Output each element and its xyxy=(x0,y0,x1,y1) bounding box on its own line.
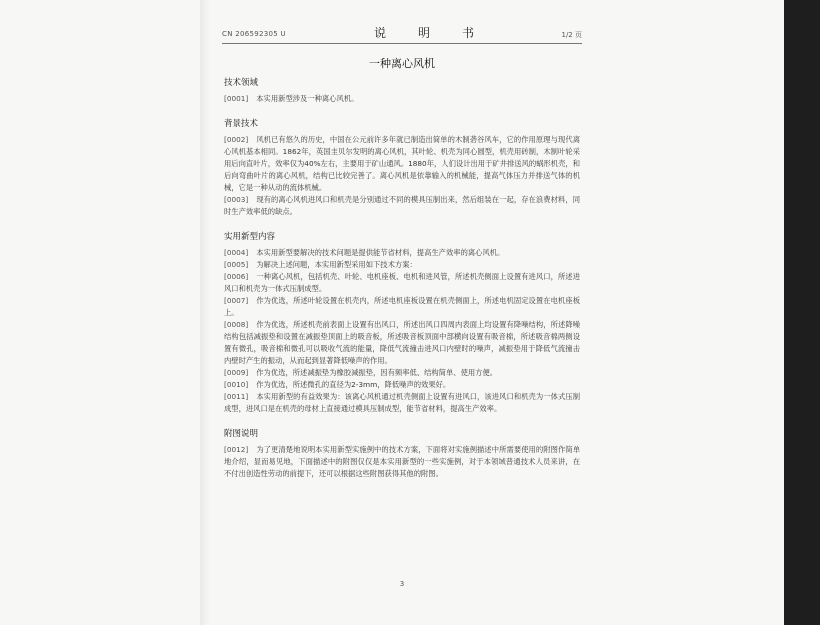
header-divider xyxy=(222,43,582,44)
page-header xyxy=(222,24,582,42)
paragraph-text: 为解决上述问题，本实用新型采用如下技术方案： xyxy=(256,260,417,269)
paragraph xyxy=(224,247,580,259)
paragraph-text: 本实用新型的有益效果为：该离心风机通过机壳侧面上设置有进风口，该进风口和机壳为一体式压制成型，进风口是在机壳的母材上直接通过模具压制成型，能节省材料，提高生产效率。 xyxy=(224,392,580,413)
paragraph-number: [0002] xyxy=(224,135,249,144)
section-heading-tech-field: 技术领域 xyxy=(224,78,259,88)
paragraph-number: [0005] xyxy=(224,260,249,269)
paragraph-number: [0011] xyxy=(224,392,249,401)
paragraph xyxy=(224,259,580,271)
paragraph-text: 现有的离心风机进风口和机壳是分别通过不同的模具压制出来，然后组装在一起，存在浪费材料，同时生产效率低的缺点。 xyxy=(224,195,580,216)
paragraph-text: 本实用新型要解决的技术问题是提供能节省材料，提高生产效率的离心风机。 xyxy=(256,248,505,257)
paragraph xyxy=(224,367,580,379)
publication-number: CN 206592305 U xyxy=(222,30,286,38)
section-heading-utility-content: 实用新型内容 xyxy=(224,232,276,242)
paragraph-text: 作为优选，所述减振垫为橡胶减振垫，因有频率低、结构简单、使用方便。 xyxy=(256,368,498,377)
document-title: 一种离心风机 xyxy=(369,57,435,70)
paragraph-number: [0004] xyxy=(224,248,249,257)
paragraph xyxy=(224,391,580,415)
paragraph xyxy=(224,444,580,480)
section-heading-drawings: 附图说明 xyxy=(224,429,259,439)
section-heading-background: 背景技术 xyxy=(224,119,259,129)
paragraph-text: 一种离心风机，包括机壳、叶轮、电机座板、电机和进风管，所述机壳侧面上设置有进风口，所述进风口和机壳为一体式压制成型。 xyxy=(224,272,580,293)
scan-edge-shadow xyxy=(200,0,210,625)
paragraph xyxy=(224,319,580,367)
paragraph-text: 风机已有悠久的历史，中国在公元前许多年就已制造出简单的木制砻谷风车，它的作用原理与现代离心风机基本相同。1862年，英国圭贝尔发明的离心风机，其叶轮、机壳为同心圆型，机壳用砖制，木制叶轮采用后向直叶片，效率仅为40%左右，主要用于矿山通风。1880年，人们设计出用于矿井排送风的蜗形机壳，和后向弯曲叶片的离心风机，结构已比较完善了。离心风机是依靠输入的机械能，提高气体压力并排送气体的机械，它是一种从动的流体机械。 xyxy=(224,135,580,192)
paragraph xyxy=(224,271,580,295)
paragraph xyxy=(224,379,580,391)
paragraph-text: 作为优选，所述叶轮设置在机壳内，所述电机座板设置在机壳侧面上，所述电机固定设置在电机座板上。 xyxy=(224,296,580,317)
paragraph-text: 作为优选，所述机壳前表面上设置有出风口，所述出风口四周内表面上均设置有降噪结构，所述降噪结构包括减振垫和设置在减振垫顶面上的吸音板，所述吸音板顶面中部横向设置有吸音棉，所述吸音棉两侧设置有微孔，吸音棉和微孔可以吸收气流的能量，降低气流撞击进风口内壁时的噪声，减振垫用于降低气流撞击内壁时产生的振动，从而起到显著降低噪声的作用。 xyxy=(224,320,580,365)
paragraph-number: [0007] xyxy=(224,296,249,305)
paragraph-number: [0003] xyxy=(224,195,249,204)
scan-dark-margin xyxy=(784,0,820,625)
paragraph-number: [0001] xyxy=(224,94,249,103)
paragraph xyxy=(224,93,580,105)
page-number: 3 xyxy=(399,580,405,588)
document-body xyxy=(224,78,580,480)
page-indicator: 1/2 页 xyxy=(561,31,582,39)
paragraph-text: 为了更清楚地说明本实用新型实施例中的技术方案，下面将对实施例描述中所需要使用的附图作简单地介绍，显而易见地，下面描述中的附图仅仅是本实用新型的一些实施例，对于本领域普通技术人员来讲，在不付出创造性劳动的前提下，还可以根据这些附图获得其他的附图。 xyxy=(224,445,580,478)
paragraph xyxy=(224,295,580,319)
paragraph-text: 本实用新型涉及一种离心风机。 xyxy=(256,94,359,103)
paragraph-number: [0006] xyxy=(224,272,249,281)
paragraph xyxy=(224,134,580,194)
paragraph-number: [0010] xyxy=(224,380,249,389)
paragraph-text: 作为优选，所述微孔的直径为2-3mm，降低噪声的效果好。 xyxy=(256,380,451,389)
paragraph-number: [0008] xyxy=(224,320,249,329)
paragraph xyxy=(224,194,580,218)
document-type: 说 明 书 xyxy=(374,26,485,40)
paragraph-number: [0009] xyxy=(224,368,249,377)
paragraph-number: [0012] xyxy=(224,445,249,454)
